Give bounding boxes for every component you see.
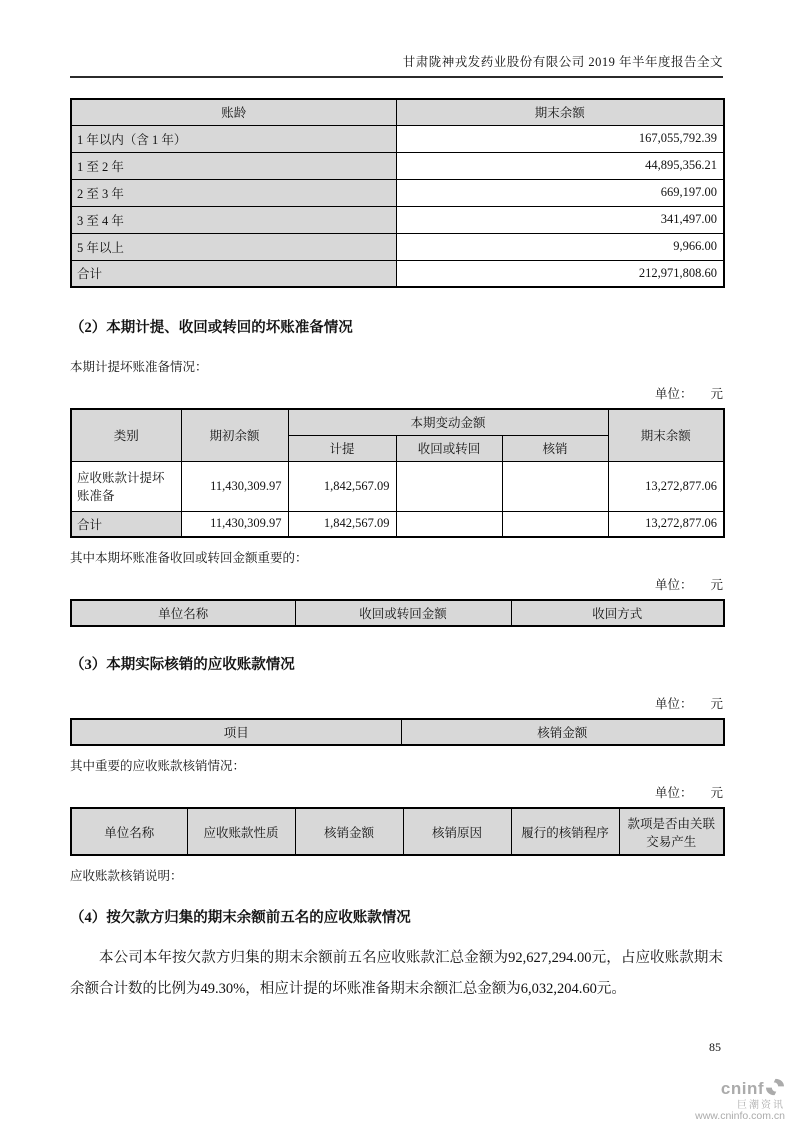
opening-total-cell: 11,430,309.97: [181, 511, 288, 537]
table-row: [71, 125, 724, 152]
aging-table: [70, 98, 725, 288]
unit-label: 单位：: [654, 578, 693, 592]
writeoff-amount-header-cell: 核销金额: [401, 719, 724, 745]
recover-amount-header-cell: 收回或转回金额: [295, 600, 511, 626]
writeoff-header-cell: 核销: [502, 435, 608, 461]
closing-balance-header-cell: 期末余额: [396, 99, 724, 125]
section-3-heading: （3）本期实际核销的应收账款情况: [70, 657, 295, 673]
related-party-header-cell: 款项是否由关联交易产生: [619, 808, 724, 855]
receivable-nature-header-cell: 应收账款性质: [187, 808, 295, 855]
section-2-intro: 本期计提坏账准备情况：: [70, 360, 208, 374]
table-header-row: [71, 99, 724, 125]
aging-label: 5 年以上: [71, 233, 396, 260]
closing-total-cell: 13,272,877.06: [608, 511, 724, 537]
aging-label: 2 至 3 年: [71, 179, 396, 206]
cninfo-tagline: 巨潮资讯: [737, 1099, 785, 1111]
unit-line: [70, 384, 723, 402]
closing-balance-header-cell: 期末余额: [608, 409, 724, 461]
provision-table: [70, 408, 725, 538]
cninfo-url: www.cninfo.com.cn: [695, 1110, 785, 1122]
recover-cell: [396, 461, 502, 511]
entity-name-header-cell: 单位名称: [71, 808, 187, 855]
table-row: [71, 461, 724, 511]
entity-name-header-cell: 单位名称: [71, 600, 295, 626]
aging-total-value: 212,971,808.60: [396, 260, 724, 287]
unit-label: 单位：: [654, 697, 693, 711]
table-header-row: [71, 600, 724, 626]
aging-value: 9,966.00: [396, 233, 724, 260]
aging-value: 44,895,356.21: [396, 152, 724, 179]
accrual-cell: 1,842,567.09: [288, 461, 396, 511]
accrual-header-cell: 计提: [288, 435, 396, 461]
aging-header-cell: 账龄: [71, 99, 396, 125]
unit-label: 单位：: [654, 387, 693, 401]
cninfo-logo: [695, 1078, 785, 1122]
aging-label: 1 年以内（含 1 年）: [71, 125, 396, 152]
unit-value: 元: [710, 697, 723, 711]
writeoff-cell: [502, 461, 608, 511]
accrual-total-cell: 1,842,567.09: [288, 511, 396, 537]
item-header-cell: 项目: [71, 719, 401, 745]
table-total-row: [71, 511, 724, 537]
page-number: 85: [709, 1040, 721, 1054]
table-row: [71, 179, 724, 206]
writeoff-amount-header-cell: 核销金额: [295, 808, 403, 855]
section-4-heading: （4）按欠款方归集的期末余额前五名的应收账款情况: [70, 910, 411, 926]
recover-note: 其中本期坏账准备收回或转回金额重要的：: [70, 551, 308, 565]
unit-line: [70, 575, 723, 593]
unit-line: [70, 694, 723, 712]
unit-value: 元: [710, 786, 723, 800]
unit-label: 单位：: [654, 786, 693, 800]
opening-balance-header-cell: 期初余额: [181, 409, 288, 461]
running-head-title: 甘肃陇神戎发药业股份有限公司 2019 年半年度报告全文: [70, 0, 723, 78]
category-header-cell: 类别: [71, 409, 181, 461]
aging-value: 669,197.00: [396, 179, 724, 206]
table-row: [71, 152, 724, 179]
table-row: [71, 206, 724, 233]
aging-value: 341,497.00: [396, 206, 724, 233]
aging-value: 167,055,792.39: [396, 125, 724, 152]
important-writeoff-note: 其中重要的应收账款核销情况：: [70, 759, 246, 773]
category-cell: 应收账款计提坏账准备: [71, 461, 181, 511]
table-total-row: [71, 260, 724, 287]
top-five-receivables-paragraph: 本公司本年按欠款方归集的期末余额前五名应收账款汇总金额为92,627,294.00元，占应收账款期末余额合计数的比例为49.30%，相应计提的坏账准备期末余额汇总金额为6,032,204.60元。: [70, 950, 723, 997]
aging-total-label: 合计: [71, 260, 396, 287]
total-label-cell: 合计: [71, 511, 181, 537]
change-group-header-cell: 本期变动金额: [288, 409, 608, 435]
unit-line: [70, 783, 723, 801]
table-header-row: [71, 409, 724, 435]
recover-total-cell: [396, 511, 502, 537]
recover-header-cell: 收回或转回: [396, 435, 502, 461]
writeoff-table: [70, 718, 725, 746]
unit-value: 元: [710, 578, 723, 592]
writeoff-total-cell: [502, 511, 608, 537]
aging-label: 3 至 4 年: [71, 206, 396, 233]
writeoff-reason-header-cell: 核销原因: [403, 808, 511, 855]
recover-table: [70, 599, 725, 627]
writeoff-procedure-header-cell: 履行的核销程序: [511, 808, 619, 855]
cninfo-brand-text: cninf: [720, 1079, 764, 1099]
recover-method-header-cell: 收回方式: [511, 600, 724, 626]
cninfo-swirl-icon: [765, 1078, 785, 1101]
opening-cell: 11,430,309.97: [181, 461, 288, 511]
important-writeoff-table: [70, 807, 725, 856]
table-header-row: [71, 808, 724, 855]
section-2-heading: （2）本期计提、收回或转回的坏账准备情况: [70, 320, 353, 336]
unit-value: 元: [710, 387, 723, 401]
aging-label: 1 至 2 年: [71, 152, 396, 179]
writeoff-explain-note: 应收账款核销说明：: [70, 869, 183, 883]
table-header-row: [71, 719, 724, 745]
table-row: [71, 233, 724, 260]
closing-cell: 13,272,877.06: [608, 461, 724, 511]
